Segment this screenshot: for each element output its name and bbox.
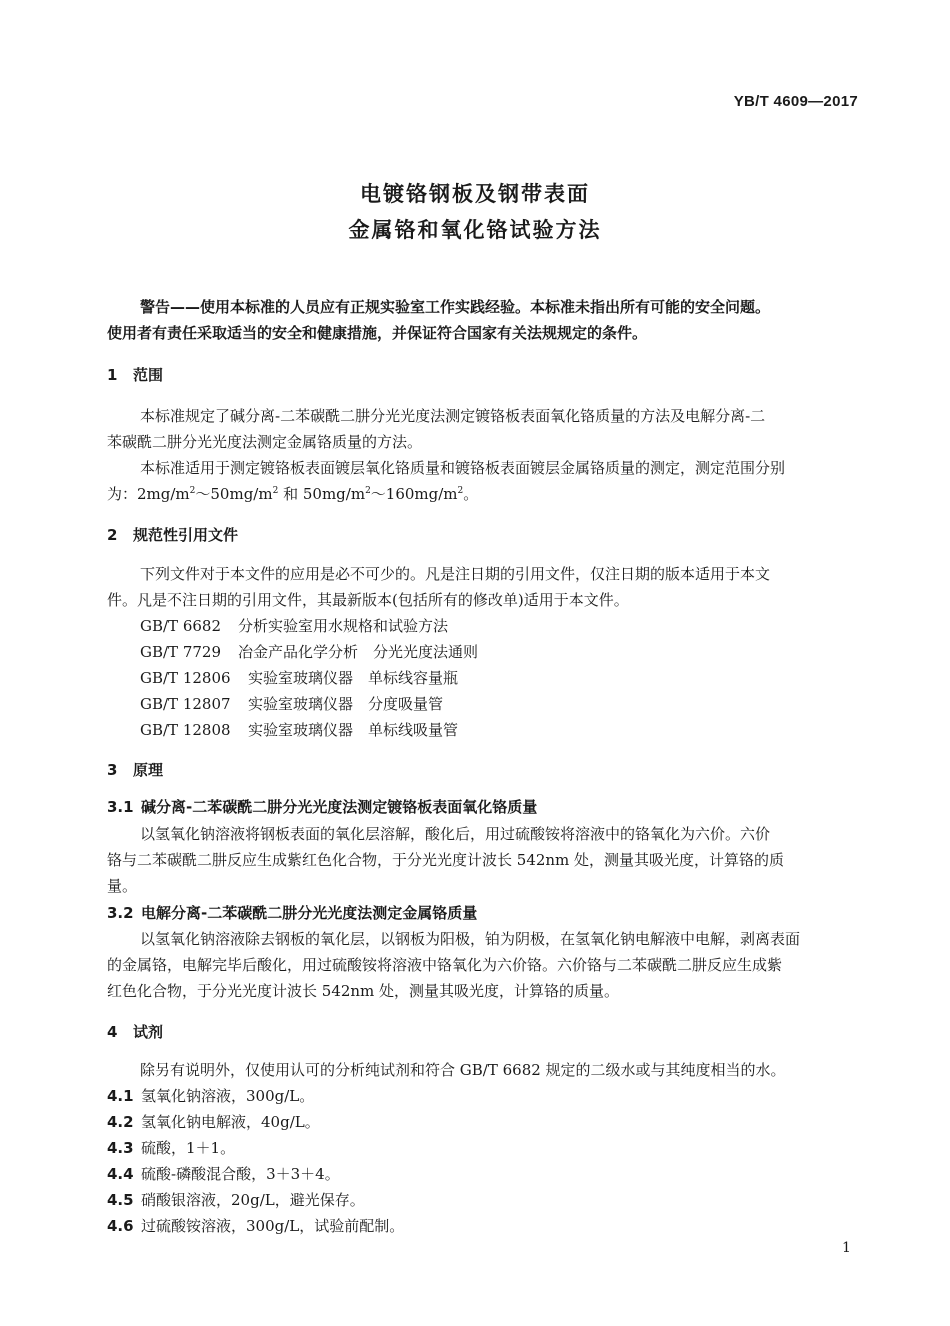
item-text: 硝酸银溶液，20g/L，避光保存。	[141, 1191, 365, 1209]
section-4-heading	[107, 1021, 163, 1042]
item-text: 硫酸-磷酸混合酸，3＋3＋4。	[141, 1165, 340, 1183]
superscript: 2	[272, 486, 279, 496]
section-number: 3	[107, 761, 118, 779]
item-number: 4.4	[107, 1165, 134, 1183]
item-number: 4.6	[107, 1217, 134, 1235]
reagent-item	[107, 1137, 235, 1158]
reference-title: 分析实验室用水规格和试验方法	[238, 617, 449, 635]
section-1-heading	[107, 364, 163, 385]
reagent-item	[107, 1111, 320, 1132]
superscript: 2	[457, 486, 464, 496]
clause-title: 电解分离-二苯碳酰二肼分光光度法测定金属铬质量	[141, 904, 478, 922]
reference-title: 冶金产品化学分析 分光光度法通则	[238, 643, 479, 661]
clause-number: 3.1	[107, 798, 134, 816]
item-text: 氢氧化钠溶液，300g/L。	[141, 1087, 315, 1105]
clause-3-1-line-3: 量。	[107, 877, 138, 895]
section-title: 试剂	[133, 1023, 164, 1041]
reagent-item	[107, 1163, 340, 1184]
superscript: 2	[365, 486, 371, 496]
item-number: 4.5	[107, 1191, 134, 1209]
clause-3-1-line-2: 铬与二苯碳酰二肼反应生成紫红色化合物，于分光光度计波长 542nm 处，测量其吸光度，计算铬的质	[107, 851, 785, 869]
reference-title: 实验室玻璃仪器 分度吸量管	[248, 695, 444, 713]
range-text: 。	[463, 485, 479, 503]
clause-3-2-line-3: 红色化合物，于分光光度计波长 542nm 处，测量其吸光度，计算铬的质量。	[107, 982, 620, 1000]
standard-number: YB/T 4609—2017	[733, 93, 858, 110]
clause-title: 碱分离-二苯碳酰二肼分光光度法测定镀铬板表面氧化铬质量	[141, 798, 538, 816]
reference-code: GB/T 6682	[140, 617, 222, 635]
item-number: 4.2	[107, 1113, 134, 1131]
item-number: 4.1	[107, 1087, 134, 1105]
clause-3-2-line-1: 以氢氧化钠溶液除去钢板的氧化层，以钢板为阳极，铂为阴极，在氢氧化钠电解液中电解，剥离表面	[140, 930, 801, 948]
section-4-intro: 除另有说明外，仅使用认可的分析纯试剂和符合 GB/T 6682 规定的二级水或与其纯度相当的水。	[140, 1061, 786, 1079]
reference-code: GB/T 7729	[140, 643, 222, 661]
item-text: 氢氧化钠电解液，40g/L。	[141, 1113, 320, 1131]
section-2-heading	[107, 524, 238, 545]
reagent-item	[107, 1085, 314, 1106]
range-text: ～50mg/m	[195, 485, 273, 503]
section-number: 2	[107, 526, 118, 544]
section-number: 4	[107, 1023, 118, 1041]
clause-3-1-line-1: 以氢氧化钠溶液将钢板表面的氧化层溶解，酸化后，用过硫酸铵将溶液中的铬氧化为六价。六价	[140, 825, 771, 843]
range-text: 为：2mg/m	[107, 485, 190, 503]
section-1-p2-line-1: 本标准适用于测定镀铬板表面镀层氧化铬质量和镀铬板表面镀层金属铬质量的测定，测定范围分别	[140, 459, 786, 477]
reference-code: GB/T 12808	[140, 721, 231, 739]
item-text: 硫酸，1＋1。	[141, 1139, 236, 1157]
reference-item	[140, 667, 458, 688]
range-text: 和 50mg/m	[278, 485, 366, 503]
section-3-heading	[107, 759, 163, 780]
reference-code: GB/T 12807	[140, 695, 231, 713]
clause-3-1-heading	[107, 796, 537, 817]
section-title: 原理	[133, 761, 164, 779]
reference-item	[140, 641, 478, 662]
document-title-line-2: 金属铬和氧化铬试验方法	[348, 218, 602, 242]
range-text: ～160mg/m	[370, 485, 458, 503]
clause-3-2-heading	[107, 902, 477, 923]
warning-line-2: 使用者有责任采取适当的安全和健康措施，并保证符合国家有关法规规定的条件。	[107, 324, 648, 342]
document-title-line-1: 电镀铬钢板及钢带表面	[360, 182, 590, 206]
reference-item	[140, 719, 458, 740]
section-title: 规范性引用文件	[133, 526, 239, 544]
reference-title: 实验室玻璃仪器 单标线吸量管	[248, 721, 459, 739]
clause-number: 3.2	[107, 904, 134, 922]
reference-item	[140, 615, 448, 636]
superscript: 2	[189, 486, 196, 496]
section-1-p2-line-2	[107, 483, 478, 504]
clause-3-2-line-2: 的金属铬，电解完毕后酸化，用过硫酸铵将溶液中铬氧化为六价铬。六价铬与二苯碳酰二肼反应生成紫	[107, 956, 783, 974]
item-text: 过硫酸铵溶液，300g/L，试验前配制。	[141, 1217, 405, 1235]
section-2-p1-line-1: 下列文件对于本文件的应用是必不可少的。凡是注日期的引用文件，仅注日期的版本适用于本文	[140, 565, 771, 583]
reference-item	[140, 693, 443, 714]
section-1-p1-line-1: 本标准规定了碱分离-二苯碳酰二肼分光光度法测定镀铬板表面氧化铬质量的方法及电解分离-二	[140, 407, 766, 425]
reference-code: GB/T 12806	[140, 669, 231, 687]
reference-title: 实验室玻璃仪器 单标线容量瓶	[248, 669, 459, 687]
section-1-p1-line-2: 苯碳酰二肼分光光度法测定金属铬质量的方法。	[107, 433, 423, 451]
section-2-p1-line-2: 件。凡是不注日期的引用文件，其最新版本(包括所有的修改单)适用于本文件。	[107, 591, 629, 609]
section-title: 范围	[133, 366, 164, 384]
item-number: 4.3	[107, 1139, 134, 1157]
warning-line-1: 警告——使用本标准的人员应有正规实验室工作实践经验。本标准未指出所有可能的安全问题。	[140, 298, 771, 316]
reagent-item	[107, 1189, 365, 1210]
section-number: 1	[107, 366, 118, 384]
reagent-item	[107, 1215, 404, 1236]
page-number: 1	[842, 1240, 851, 1256]
